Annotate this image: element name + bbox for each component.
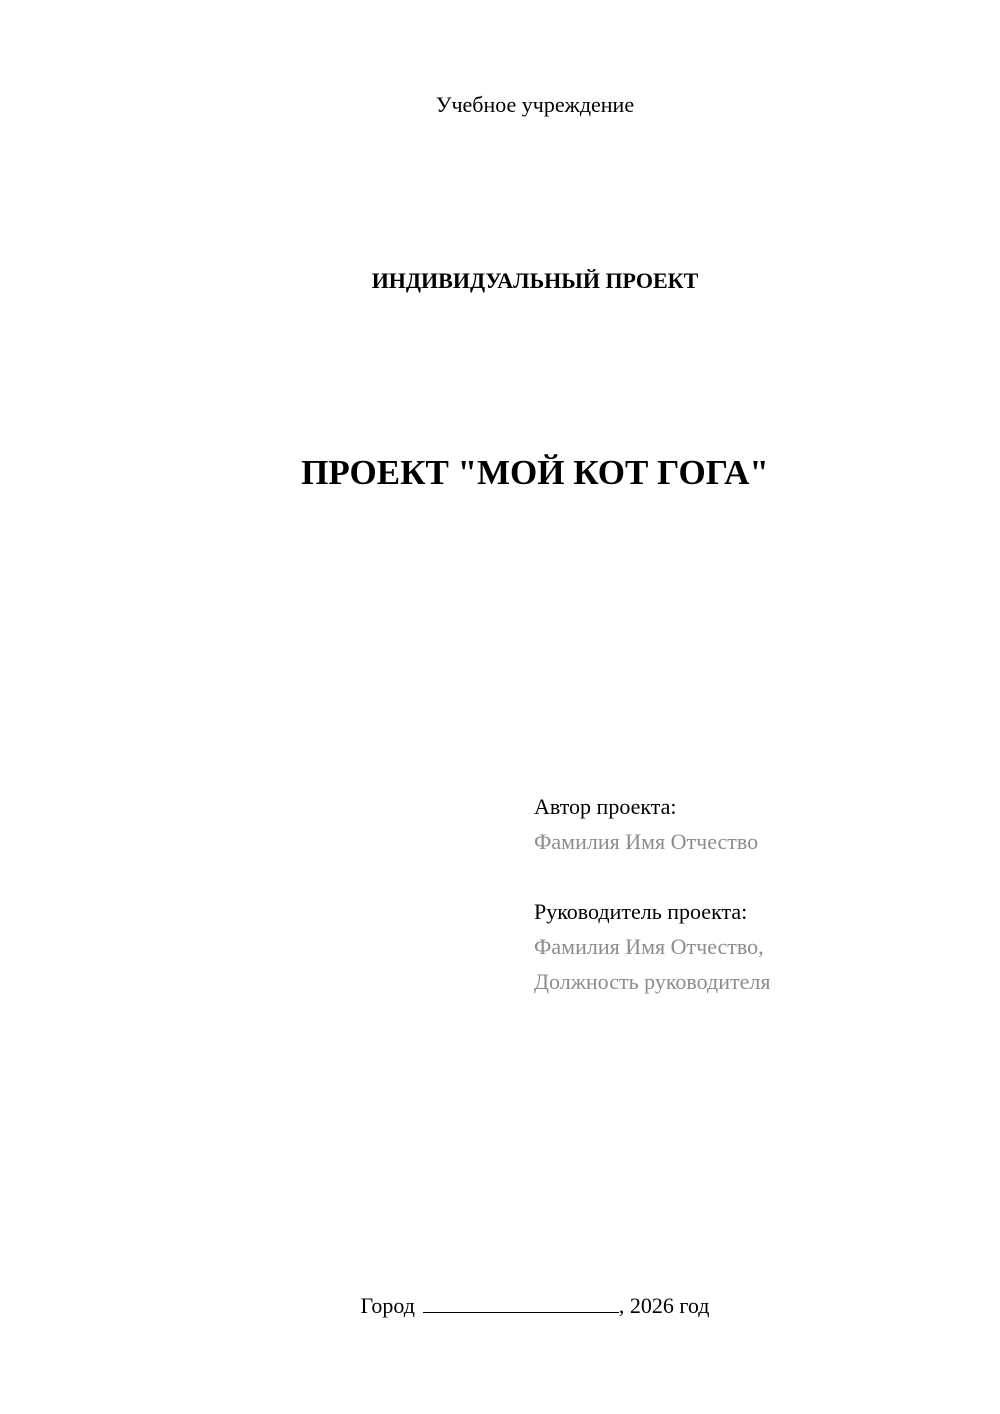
author-label: Автор проекта: — [534, 794, 677, 819]
project-type-heading: ИНДИВИДУАЛЬНЫЙ ПРОЕКТ — [371, 268, 699, 293]
project-title: ПРОЕКТ "МОЙ КОТ ГОГА" — [301, 453, 769, 492]
author-name: Фамилия Имя Отчество — [534, 829, 759, 854]
supervisor-name: Фамилия Имя Отчество, — [534, 934, 764, 959]
supervisor-position: Должность руководителя — [534, 969, 771, 994]
city-blank-line — [423, 1291, 619, 1313]
supervisor-label: Руководитель проекта: — [534, 899, 748, 924]
project-info-block — [534, 789, 974, 999]
footer-city-year — [0, 1291, 1000, 1320]
institution-name: Учебное учреждение — [435, 92, 635, 117]
year-text: , 2026 год — [618, 1293, 710, 1318]
section-spacer — [534, 859, 974, 894]
city-label: Город — [360, 1293, 415, 1318]
